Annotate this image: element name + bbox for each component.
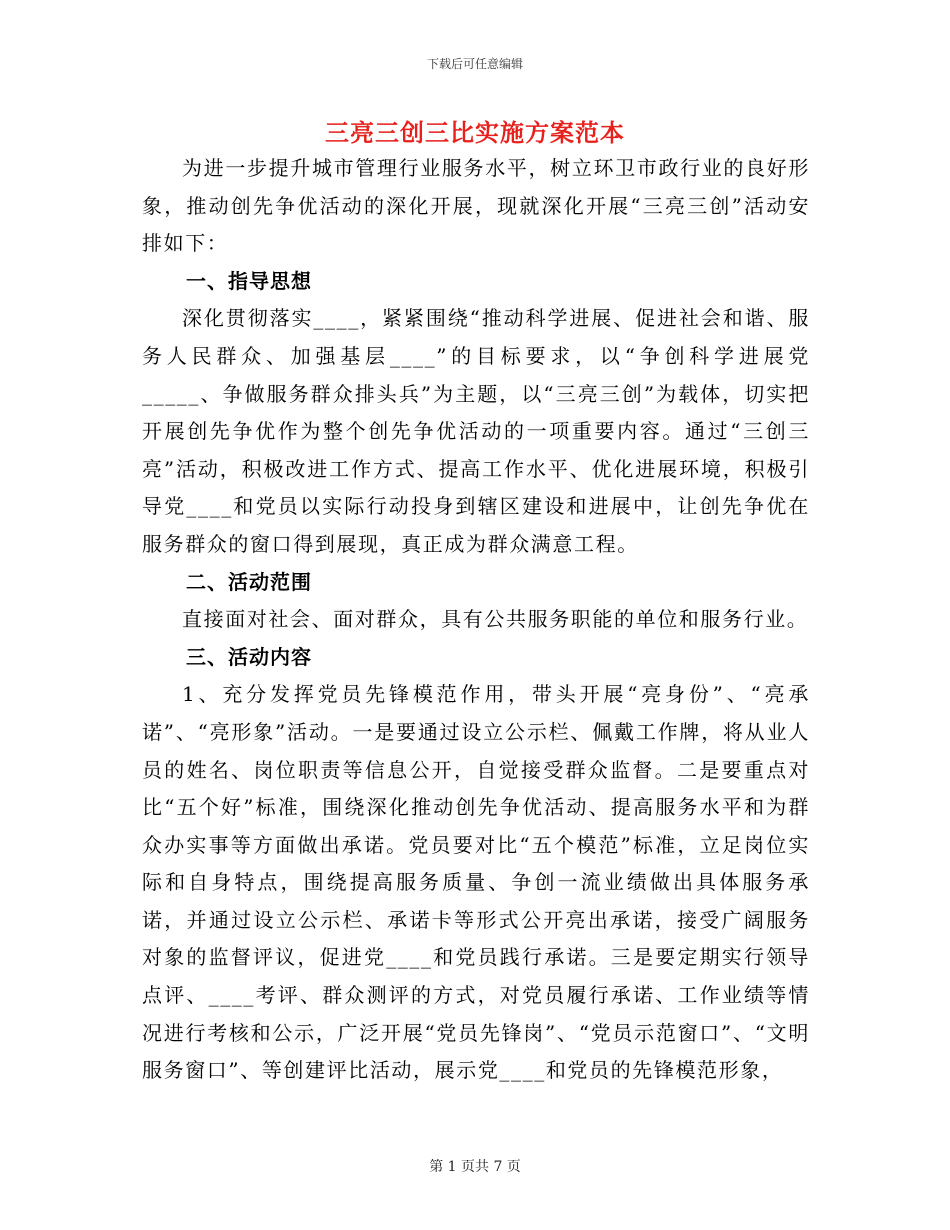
document-title: 三亮三创三比实施方案范本 [325,118,625,147]
intro-paragraph: 为进一步提升城市管理行业服务水平，树立环卫市政行业的良好形象，推动创先争优活动的深化开展，现就深化开展“三亮三创”活动安排如下： [142,156,810,256]
section-paragraph-activity-scope: 直接面对社会、面对群众，具有公共服务职能的单位和服务行业。 [182,607,809,632]
document-body [142,150,810,1090]
section-paragraph-activity-content: 1、充分发挥党员先锋模范作用，带头开展“亮身份”、“亮承诺”、“亮形象”活动。一是要通过设立公示栏、佩戴工作牌，将从业人员的姓名、岗位职责等信息公开，自觉接受群众监督。二是要重点对比“五个好”标准，围绕深化推动创先争优活动、提高服务水平和为群众办实事等方面做出承诺。党员要对比“五个模范”标准，立足岗位实际和自身特点，围绕提高服务质量、争创一流业绩做出具体服务承诺，并通过设立公示栏、承诺卡等形式公开亮出承诺，接受广阔服务对象的监督评议，促进党____和党员践行承诺。三是要定期实行领导点评、____考评、群众测评的方式，对党员履行承诺、工作业绩等情况进行考核和公示，广泛开展“党员先锋岗”、“党员示范窗口”、“文明服务窗口”、等创建评比活动，展示党____和党员的先锋模范形象， [142,682,810,1083]
section-heading-guiding-thought: 一、指导思想 [186,268,312,293]
header-note: 下载后可任意编辑 [426,57,523,71]
page-number: 第 1 页共 7 页 [429,1159,521,1175]
section-heading-activity-content: 三、活动内容 [186,644,312,669]
section-heading-activity-scope: 二、活动范围 [186,569,312,594]
section-paragraph-guiding-thought: 深化贯彻落实____，紧紧围绕“推动科学进展、促进社会和谐、服务人民群众、加强基层____”的目标要求，以“争创科学进展党_____、争做服务群众排头兵”为主题，以“三亮三创”为载体，切实把开展创先争优作为整个创先争优活动的一项重要内容。通过“三创三亮”活动，积极改进工作方式、提高工作水平、优化进展环境，积极引导党____和党员以实际行动投身到辖区建设和进展中，让创先争优在服务群众的窗口得到展现，真正成为群众满意工程。 [142,306,810,556]
